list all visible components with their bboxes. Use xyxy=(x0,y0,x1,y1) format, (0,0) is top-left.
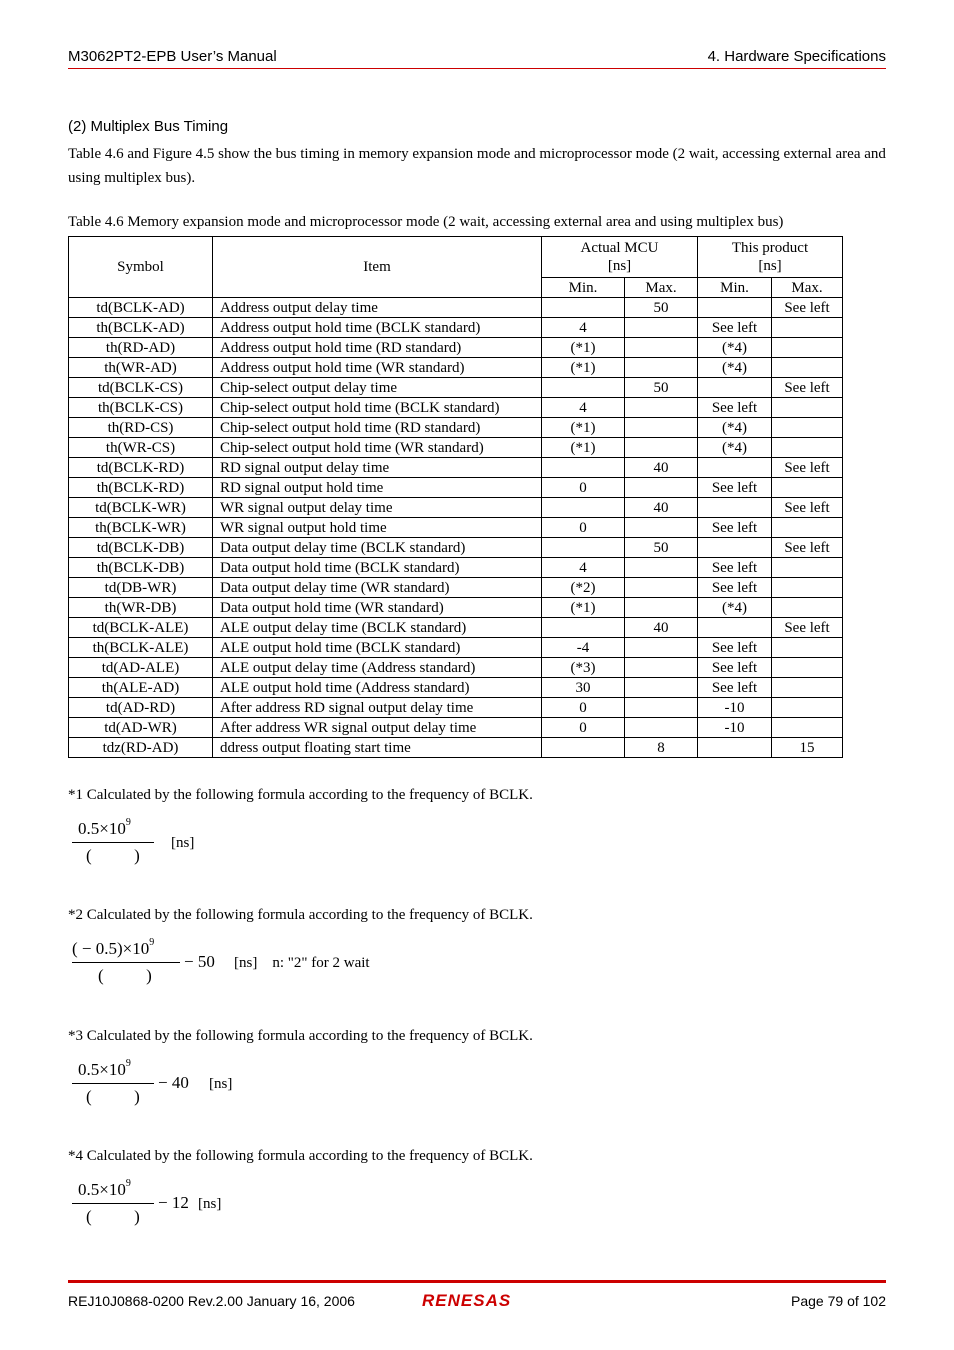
footnote-text: *4 Calculated by the following formula according to the frequency of BCLK. xyxy=(68,1148,533,1164)
table-row xyxy=(69,398,843,418)
cell-prod-min xyxy=(698,538,772,558)
cell-symbol: th(BCLK-ALE) xyxy=(69,638,213,658)
table-row xyxy=(69,538,843,558)
cell-mcu-min: (*3) xyxy=(542,658,625,678)
cell-item: WR signal output hold time xyxy=(213,518,542,538)
table-row xyxy=(69,418,843,438)
cell-mcu-min: (*1) xyxy=(542,418,625,438)
cell-prod-max: See left xyxy=(772,538,843,558)
cell-symbol: th(RD-CS) xyxy=(69,418,213,438)
cell-symbol: td(BCLK-AD) xyxy=(69,298,213,318)
cell-prod-min: (*4) xyxy=(698,358,772,378)
actual-mcu-unit: [ns] xyxy=(607,258,632,274)
col-prod-max: Max. xyxy=(772,278,843,298)
cell-item: After address RD signal output delay time xyxy=(213,698,542,718)
cell-prod-min: -10 xyxy=(698,718,772,738)
footnote-text: *3 Calculated by the following formula according to the frequency of BCLK. xyxy=(68,1028,533,1044)
cell-prod-min: See left xyxy=(698,318,772,338)
cell-prod-max xyxy=(772,718,843,738)
formula-numerator xyxy=(78,1180,131,1200)
cell-symbol: tdz(RD-AD) xyxy=(69,738,213,758)
numerator-text: 0.5×10 xyxy=(78,819,126,838)
cell-mcu-max xyxy=(625,578,698,598)
cell-symbol: th(BCLK-DB) xyxy=(69,558,213,578)
col-prod-min: Min. xyxy=(698,278,772,298)
cell-symbol: td(DB-WR) xyxy=(69,578,213,598)
cell-prod-min: See left xyxy=(698,638,772,658)
cell-mcu-min: (*1) xyxy=(542,438,625,458)
cell-prod-max xyxy=(772,358,843,378)
table-row xyxy=(69,698,843,718)
page-footer xyxy=(68,1280,886,1310)
formula-unit: [ns] n: "2" for 2 wait xyxy=(234,955,370,971)
cell-item: Data output hold time (BCLK standard) xyxy=(213,558,542,578)
fraction-bar xyxy=(72,842,154,843)
cell-mcu-max xyxy=(625,438,698,458)
table-row xyxy=(69,638,843,658)
cell-prod-max: See left xyxy=(772,298,843,318)
cell-item: Address output hold time (WR standard) xyxy=(213,358,542,378)
cell-item: Data output delay time (BCLK standard) xyxy=(213,538,542,558)
cell-symbol: th(ALE-AD) xyxy=(69,678,213,698)
cell-prod-min xyxy=(698,458,772,478)
table-row xyxy=(69,618,843,638)
cell-mcu-min xyxy=(542,378,625,398)
formula-subtrahend: − 50 xyxy=(184,952,215,971)
table-row xyxy=(69,558,843,578)
fraction-bar xyxy=(72,1203,154,1204)
table-row xyxy=(69,738,843,758)
col-item: Item xyxy=(213,237,542,298)
cell-mcu-max xyxy=(625,718,698,738)
cell-symbol: th(WR-CS) xyxy=(69,438,213,458)
formula-numerator xyxy=(78,819,131,839)
cell-prod-min: (*4) xyxy=(698,438,772,458)
cell-item: ALE output delay time (BCLK standard) xyxy=(213,618,542,638)
cell-prod-max: See left xyxy=(772,618,843,638)
col-this-product xyxy=(698,237,843,278)
cell-mcu-max: 40 xyxy=(625,498,698,518)
formula-denominator: ( ) xyxy=(86,1207,140,1226)
table-row xyxy=(69,358,843,378)
cell-mcu-min: 4 xyxy=(542,398,625,418)
table-row xyxy=(69,478,843,498)
table-caption: Table 4.6 Memory expansion mode and microprocessor mode (2 wait, accessing external area and using multiplex bus) xyxy=(68,214,784,230)
col-actual-mcu xyxy=(542,237,698,278)
cell-prod-max: 15 xyxy=(772,738,843,758)
cell-item: After address WR signal output delay time xyxy=(213,718,542,738)
formula-subtrahend: − 40 xyxy=(158,1073,189,1092)
cell-mcu-max xyxy=(625,418,698,438)
cell-item: RD signal output delay time xyxy=(213,458,542,478)
section-title: (2) Multiplex Bus Timing xyxy=(68,118,229,135)
cell-symbol: th(WR-DB) xyxy=(69,598,213,618)
cell-prod-min xyxy=(698,498,772,518)
cell-prod-max xyxy=(772,398,843,418)
cell-prod-min: See left xyxy=(698,518,772,538)
cell-mcu-min xyxy=(542,618,625,638)
cell-prod-min xyxy=(698,738,772,758)
manual-title: M3062PT2-EPB User’s Manual xyxy=(68,48,277,65)
footnote-text: *1 Calculated by the following formula according to the frequency of BCLK. xyxy=(68,787,533,803)
cell-prod-min xyxy=(698,378,772,398)
cell-prod-max xyxy=(772,578,843,598)
cell-prod-max xyxy=(772,338,843,358)
formula-subtrahend: − 12 xyxy=(158,1193,189,1212)
cell-mcu-max xyxy=(625,318,698,338)
table-body xyxy=(69,298,843,758)
cell-mcu-min: 0 xyxy=(542,698,625,718)
cell-symbol: td(BCLK-ALE) xyxy=(69,618,213,638)
cell-mcu-max xyxy=(625,398,698,418)
cell-symbol: td(BCLK-DB) xyxy=(69,538,213,558)
cell-mcu-min: -4 xyxy=(542,638,625,658)
cell-prod-max xyxy=(772,418,843,438)
cell-prod-min: See left xyxy=(698,578,772,598)
cell-mcu-min xyxy=(542,538,625,558)
formula-numerator xyxy=(72,939,154,959)
cell-symbol: td(BCLK-RD) xyxy=(69,458,213,478)
actual-mcu-label: Actual MCU xyxy=(580,240,659,256)
table-row xyxy=(69,718,843,738)
numerator-text: ( − 0.5)×10 xyxy=(72,939,150,958)
cell-item: ddress output floating start time xyxy=(213,738,542,758)
cell-prod-max xyxy=(772,698,843,718)
chapter-title: 4. Hardware Specifications xyxy=(707,48,886,65)
cell-mcu-min xyxy=(542,498,625,518)
numerator-text: 0.5×10 xyxy=(78,1060,126,1079)
table-row xyxy=(69,338,843,358)
page-number: Page 79 of 102 xyxy=(791,1293,886,1309)
cell-mcu-min: (*1) xyxy=(542,338,625,358)
cell-item: Address output hold time (BCLK standard) xyxy=(213,318,542,338)
cell-mcu-min xyxy=(542,738,625,758)
this-product-unit: [ns] xyxy=(758,258,782,274)
cell-mcu-max: 40 xyxy=(625,458,698,478)
table-row xyxy=(69,578,843,598)
cell-mcu-min: 0 xyxy=(542,478,625,498)
cell-symbol: td(BCLK-CS) xyxy=(69,378,213,398)
cell-symbol: td(AD-WR) xyxy=(69,718,213,738)
col-symbol: Symbol xyxy=(69,237,213,298)
cell-item: Address output delay time xyxy=(213,298,542,318)
cell-mcu-max: 40 xyxy=(625,618,698,638)
cell-mcu-max xyxy=(625,678,698,698)
page-header xyxy=(68,46,886,69)
numerator-text: 0.5×10 xyxy=(78,1180,126,1199)
cell-prod-min: See left xyxy=(698,478,772,498)
cell-symbol: th(BCLK-WR) xyxy=(69,518,213,538)
fraction-bar xyxy=(72,1083,154,1084)
cell-mcu-max xyxy=(625,338,698,358)
cell-symbol: th(RD-AD) xyxy=(69,338,213,358)
table-row xyxy=(69,378,843,398)
cell-symbol: td(BCLK-WR) xyxy=(69,498,213,518)
table-row xyxy=(69,298,843,318)
exponent: 9 xyxy=(149,937,155,948)
cell-prod-min: See left xyxy=(698,558,772,578)
intro-paragraph: Table 4.6 and Figure 4.5 show the bus timing in memory expansion mode and microprocessor mode (2 wait, accessing external area and using multiplex bus). xyxy=(68,146,886,186)
table-row xyxy=(69,438,843,458)
cell-mcu-min: 30 xyxy=(542,678,625,698)
table-row xyxy=(69,458,843,478)
cell-symbol: th(WR-AD) xyxy=(69,358,213,378)
cell-prod-max xyxy=(772,678,843,698)
exponent: 9 xyxy=(125,1058,131,1069)
fraction-bar xyxy=(72,962,180,963)
cell-item: Chip-select output delay time xyxy=(213,378,542,398)
cell-item: ALE output hold time (BCLK standard) xyxy=(213,638,542,658)
cell-mcu-max xyxy=(625,558,698,578)
cell-symbol: th(BCLK-RD) xyxy=(69,478,213,498)
svg-text:RENESAS: RENESAS xyxy=(422,1291,512,1310)
formula-denominator: ( ) xyxy=(86,846,140,865)
cell-prod-min xyxy=(698,298,772,318)
cell-symbol: th(BCLK-CS) xyxy=(69,398,213,418)
table-row xyxy=(69,598,843,618)
doc-reference: REJ10J0868-0200 Rev.2.00 January 16, 2006 xyxy=(68,1293,355,1309)
cell-symbol: th(BCLK-AD) xyxy=(69,318,213,338)
table-row xyxy=(69,678,843,698)
cell-mcu-max xyxy=(625,478,698,498)
cell-mcu-min: 0 xyxy=(542,518,625,538)
exponent: 9 xyxy=(125,817,131,828)
cell-mcu-min: (*2) xyxy=(542,578,625,598)
cell-mcu-max xyxy=(625,638,698,658)
formula-unit: [ns] xyxy=(198,1196,222,1212)
cell-prod-max xyxy=(772,658,843,678)
cell-item: Address output hold time (RD standard) xyxy=(213,338,542,358)
cell-item: Chip-select output hold time (WR standard) xyxy=(213,438,542,458)
timing-table xyxy=(68,236,843,758)
cell-prod-min: (*4) xyxy=(698,338,772,358)
table-row xyxy=(69,498,843,518)
cell-prod-max xyxy=(772,558,843,578)
footnote-text: *2 Calculated by the following formula according to the frequency of BCLK. xyxy=(68,907,533,923)
cell-prod-min xyxy=(698,618,772,638)
this-product-label: This product xyxy=(731,240,809,256)
col-mcu-max: Max. xyxy=(625,278,698,298)
cell-prod-max: See left xyxy=(772,498,843,518)
cell-mcu-min: (*1) xyxy=(542,598,625,618)
cell-prod-max xyxy=(772,318,843,338)
cell-mcu-min: 4 xyxy=(542,558,625,578)
cell-prod-min: See left xyxy=(698,678,772,698)
cell-prod-max xyxy=(772,438,843,458)
cell-item: Chip-select output hold time (RD standard) xyxy=(213,418,542,438)
cell-item: Chip-select output hold time (BCLK standard) xyxy=(213,398,542,418)
cell-mcu-max xyxy=(625,598,698,618)
cell-mcu-max: 8 xyxy=(625,738,698,758)
cell-mcu-max: 50 xyxy=(625,298,698,318)
cell-mcu-max xyxy=(625,698,698,718)
cell-mcu-min: (*1) xyxy=(542,358,625,378)
cell-item: ALE output delay time (Address standard) xyxy=(213,658,542,678)
cell-prod-min: -10 xyxy=(698,698,772,718)
cell-prod-max: See left xyxy=(772,378,843,398)
renesas-logo xyxy=(422,1290,534,1310)
cell-mcu-max xyxy=(625,518,698,538)
cell-prod-min: (*4) xyxy=(698,418,772,438)
cell-prod-min: See left xyxy=(698,658,772,678)
cell-mcu-max xyxy=(625,658,698,678)
formula-denominator: ( ) xyxy=(98,966,152,985)
cell-prod-max xyxy=(772,478,843,498)
cell-mcu-min xyxy=(542,458,625,478)
col-mcu-min: Min. xyxy=(542,278,625,298)
cell-symbol: td(AD-RD) xyxy=(69,698,213,718)
formula-denominator: ( ) xyxy=(86,1087,140,1106)
cell-mcu-min xyxy=(542,298,625,318)
cell-prod-min: (*4) xyxy=(698,598,772,618)
cell-prod-max xyxy=(772,598,843,618)
table-row xyxy=(69,658,843,678)
cell-mcu-max: 50 xyxy=(625,538,698,558)
cell-symbol: td(AD-ALE) xyxy=(69,658,213,678)
table-row xyxy=(69,318,843,338)
cell-mcu-max xyxy=(625,358,698,378)
cell-prod-min: See left xyxy=(698,398,772,418)
cell-prod-max xyxy=(772,518,843,538)
cell-mcu-min: 4 xyxy=(542,318,625,338)
cell-item: WR signal output delay time xyxy=(213,498,542,518)
cell-item: Data output hold time (WR standard) xyxy=(213,598,542,618)
cell-item: ALE output hold time (Address standard) xyxy=(213,678,542,698)
cell-prod-max xyxy=(772,638,843,658)
formula-unit: [ns] xyxy=(209,1076,233,1092)
formula-unit: [ns] xyxy=(171,835,195,851)
cell-item: RD signal output hold time xyxy=(213,478,542,498)
cell-mcu-max: 50 xyxy=(625,378,698,398)
table-row xyxy=(69,518,843,538)
formula-numerator xyxy=(78,1060,131,1080)
cell-mcu-min: 0 xyxy=(542,718,625,738)
cell-prod-max: See left xyxy=(772,458,843,478)
exponent: 9 xyxy=(125,1178,131,1189)
cell-item: Data output delay time (WR standard) xyxy=(213,578,542,598)
